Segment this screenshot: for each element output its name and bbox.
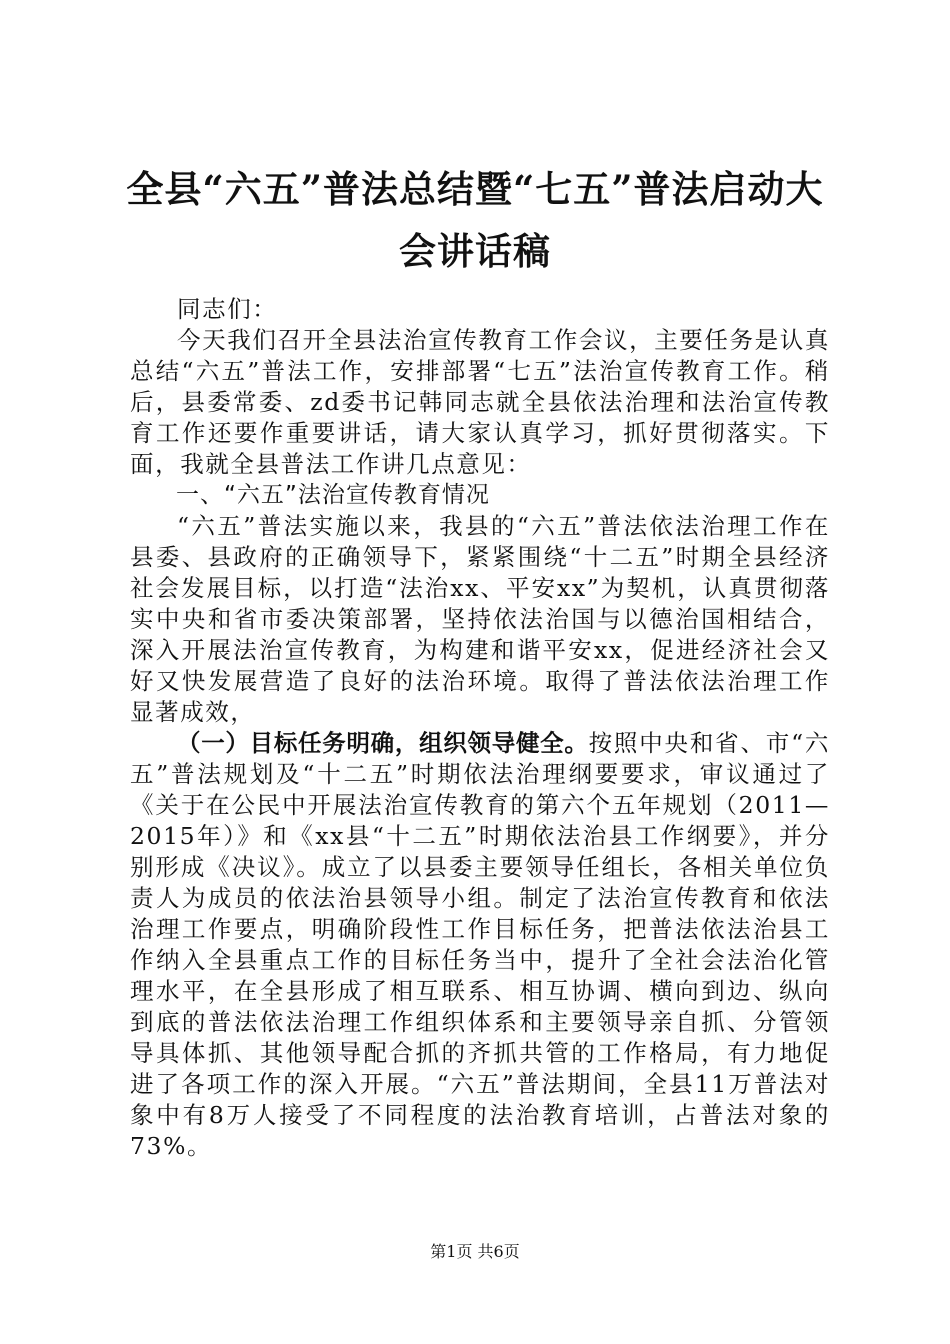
document-body: [130, 294, 830, 1162]
item-paragraph: [130, 728, 830, 1162]
item-lead-heading: （一）目标任务明确，组织领导健全。: [177, 729, 589, 757]
intro-paragraph: 今天我们召开全县法治宣传教育工作会议，主要任务是认真总结“六五”普法工作，安排部署“七五”法治宣传教育工作。稍后，县委常委、zd委书记韩同志就全县依法治理和法治宣传教育工作还要作重要讲话，请大家认真学习，抓好贯彻落实。下面，我就全县普法工作讲几点意见：: [130, 326, 830, 478]
section-body-paragraph: “六五”普法实施以来，我县的“六五”普法依法治理工作在县委、县政府的正确领导下，紧紧围绕“十二五”时期全县经济社会发展目标，以打造“法治xx、平安xx”为契机，认真贯彻落实中央和省市委决策部署，坚持依法治国与以德治国相结合，深入开展法治宣传教育，为构建和谐平安xx，促进经济社会又好又快发展营造了良好的法治环境。取得了普法依法治理工作显著成效，: [130, 512, 830, 726]
section-heading: 一、“六五”法治宣传教育情况: [176, 482, 490, 508]
document-title: 全县“六五”普法总结暨“七五”普法启动大会讲话稿: [126, 167, 824, 273]
item-body-text: 按照中央和省、市“六五”普法规划及“十二五”时期依法治理纲要要求，审议通过了《关于在公民中开展法治宣传教育的第六个五年规划（2011—2015年）》和《xx县“十二五”时期依法治县工作纲要》，并分别形成《决议》。成立了以县委主要领导任组长，各相关单位负责人为成员的依法治县领导小组。制定了法治宣传教育和依法治理工作要点，明确阶段性工作目标任务，把普法依法治县工作纳入全县重点工作的目标任务当中，提升了全社会法治化管理水平，在全县形成了相互联系、相互协调、横向到边、纵向到底的普法依法治理工作组织体系和主要领导亲自抓、分管领导具体抓、其他领导配合抓的齐抓共管的工作格局，有力地促进了各项工作的深入开展。“六五”普法期间，全县11万普法对象中有8万人接受了不同程度的法治教育培训，占普法对象的73%。: [130, 729, 831, 1160]
page-footer: 第1页 共6页: [430, 1242, 520, 1261]
greeting-paragraph: 同志们：: [177, 295, 278, 323]
